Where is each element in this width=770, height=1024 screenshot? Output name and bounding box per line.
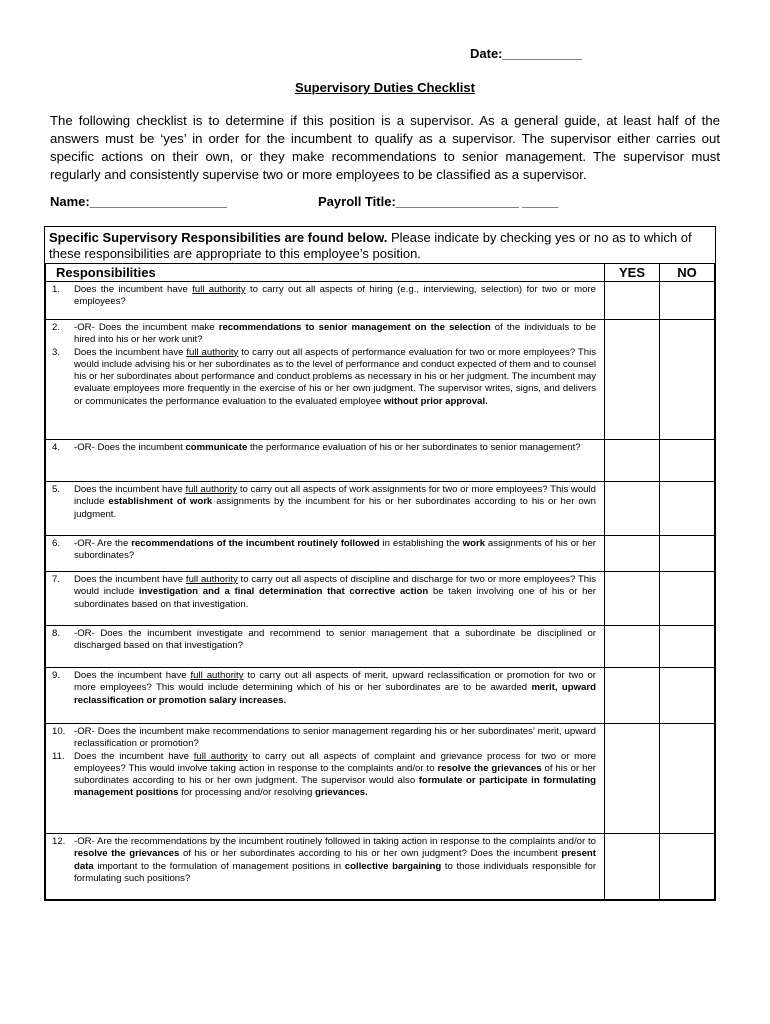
item-text (74, 347, 596, 408)
table-header-row (46, 264, 715, 282)
item-text-segment: resolve the grievances (437, 762, 542, 774)
responsibilities-box (44, 226, 716, 901)
item-text-segment: -OR- Does the incumbent make recommendations to senior management regarding his or her subordinates’ merit, upward reclassification or promotion? (74, 726, 596, 750)
box-heading-text: Please indicate by checking yes or no as to which of these responsibilities are appropriate to this employee’s position. (49, 230, 692, 261)
item-number: 8. (52, 628, 61, 639)
item-text-segment: Does the incumbent have (74, 670, 191, 681)
responsibility-cell (46, 572, 605, 626)
table-row (46, 282, 715, 320)
col-no: NO (660, 264, 715, 282)
list-item (52, 322, 596, 347)
list-item (52, 836, 596, 885)
responsibility-cell (46, 668, 605, 724)
item-text-segment: of his or her subordinates according to his or her own judgment. The supervisor would also (74, 762, 596, 787)
item-text-segment: important to the formulation of management positions in (93, 860, 345, 872)
item-text-segment: grievances. (315, 787, 368, 799)
item-text-segment: formulate or participate in formulating management positions (74, 775, 596, 799)
item-number: 10. (52, 726, 66, 737)
yes-checkbox-cell[interactable] (605, 724, 660, 834)
item-number: 2. (52, 322, 61, 333)
item-text-segment: full authority (186, 346, 239, 358)
yes-checkbox-cell[interactable] (605, 320, 660, 440)
item-number: 12. (52, 836, 66, 847)
item-text (74, 726, 596, 751)
item-text-segment: Does the incumbent have (74, 346, 187, 358)
item-text-segment: without prior approval. (383, 395, 488, 407)
table-row (46, 572, 715, 626)
item-text-segment: be taken involving one of his or her subordinates based on that investigation. (74, 586, 596, 610)
item-text-segment: to carry out all aspects of work assignments for two or more employees? This would include (74, 484, 596, 508)
item-text-segment: full authority (185, 574, 238, 585)
item-text-segment: resolve the grievances (74, 848, 180, 860)
table-body (46, 282, 715, 900)
responsibility-cell (46, 724, 605, 834)
col-responsibilities: Responsibilities (46, 264, 605, 282)
table-row (46, 626, 715, 668)
table-row (46, 440, 715, 482)
item-text-segment: recommendations of the incumbent routinely followed (131, 538, 380, 549)
item-number: 11. (52, 750, 65, 762)
item-text (74, 284, 596, 309)
responsibility-cell (46, 626, 605, 668)
no-checkbox-cell[interactable] (660, 282, 715, 320)
item-text-segment: full authority (192, 284, 246, 295)
responsibilities-table (45, 263, 715, 900)
item-text-segment: merit, upward reclassification or promotion salary increases. (74, 682, 596, 706)
item-text-segment: recommendations to senior management on the selection (218, 322, 491, 333)
item-text (74, 574, 596, 611)
item-text-segment: to those individuals responsible for formulating such positions? (74, 860, 597, 884)
item-text-segment: for processing and/or resolving (178, 787, 315, 799)
item-text-segment: to carry out all aspects of performance evaluation for two or more employees? This would include advising his or her subordinates as to the level of performance and conduct expected of them and to counsel his or her subordinates about performance and conduct problems as necessary in his or her judgment. The incumbent may evaluate employees more frequently in the exercise of his or her own judgment. The supervisor writes, signs, and delivers or communicates the performance evaluation to the evaluated employee (74, 346, 596, 407)
item-text-segment: to carry out all aspects of merit, upward reclassification or promotion for two or more employees? This would include determining which of his or her subordinates are to be awarded (74, 670, 597, 694)
yes-checkbox-cell[interactable] (605, 282, 660, 320)
item-text-segment: assignments by the incumbent for his or her subordinates according to his or her own judgment. (74, 496, 596, 520)
item-text-segment: work (462, 538, 486, 549)
item-text-segment: Does the incumbent have (74, 284, 193, 295)
item-text-segment: -OR- Does the incumbent (74, 442, 186, 453)
table-row (46, 536, 715, 572)
no-checkbox-cell[interactable] (660, 668, 715, 724)
yes-checkbox-cell[interactable] (605, 482, 660, 536)
box-heading (45, 227, 715, 262)
table-row (46, 482, 715, 536)
item-text-segment: of his or her subordinates according to his or her own judgment? Does the incumbent (179, 848, 562, 860)
item-text-segment: investigation and a final determination that corrective action (138, 586, 429, 598)
responsibility-cell (46, 482, 605, 536)
list-item (52, 347, 596, 408)
no-checkbox-cell[interactable] (660, 626, 715, 668)
yes-checkbox-cell[interactable] (605, 626, 660, 668)
item-text-segment: collective bargaining (344, 860, 442, 872)
item-text-segment: -OR- Are the recommendations by the incumbent routinely followed in taking action in response to the complaints and/or to (74, 836, 596, 847)
page-title: Supervisory Duties Checklist (295, 80, 475, 95)
item-text-segment: assignments of his or her subordinates? (74, 538, 596, 562)
list-item (52, 574, 596, 611)
table-row (46, 320, 715, 440)
item-text-segment: present data (74, 848, 596, 872)
item-text-segment: communicate (185, 442, 248, 453)
no-checkbox-cell[interactable] (660, 320, 715, 440)
list-item (52, 442, 596, 454)
item-text-segment: to carry out all aspects of discipline and discharge for two or more employees? This would include (74, 574, 597, 598)
yes-checkbox-cell[interactable] (605, 668, 660, 724)
table-row (46, 724, 715, 834)
no-checkbox-cell[interactable] (660, 724, 715, 834)
item-text (74, 484, 596, 521)
list-item (52, 484, 596, 521)
item-text-segment: full authority (193, 750, 248, 762)
item-text-segment: full authority (185, 484, 238, 495)
item-text (74, 836, 596, 885)
item-text-segment: -OR- Does the incumbent make (74, 322, 219, 333)
responsibility-cell (46, 440, 605, 482)
item-number: 5. (52, 484, 61, 495)
item-text-segment: the performance evaluation of his or her subordinates to senior management? (247, 442, 581, 453)
no-checkbox-cell[interactable] (660, 482, 715, 536)
list-item (52, 538, 596, 563)
responsibility-cell (46, 834, 605, 900)
responsibility-cell (46, 282, 605, 320)
item-text-segment: establishment of work (108, 496, 213, 508)
list-item (52, 751, 596, 800)
item-text (74, 538, 596, 563)
yes-checkbox-cell[interactable] (605, 440, 660, 482)
item-number: 6. (52, 538, 61, 549)
item-text-segment: of the individuals to be hired into his or her work unit? (74, 322, 596, 346)
responsibility-cell (46, 536, 605, 572)
item-text-segment: Does the incumbent have (74, 574, 186, 585)
item-number: 1. (52, 284, 61, 295)
name-field[interactable]: Name:___________________ (50, 194, 228, 209)
intro-paragraph: The following checklist is to determine if this position is a supervisor. As a general guide, at least half of the answers must be ‘yes’ in order for the incumbent to qualify as a supervisor. The supervisor either carries out specific actions on their own, or they make recommendations to senior management. The supervisor must regularly and consistently supervise two or more employees to be classified as a supervisor. (50, 113, 720, 182)
item-text-segment: Does the incumbent have (74, 750, 194, 762)
col-yes: YES (605, 264, 660, 282)
list-item (52, 726, 596, 751)
box-heading-bold: Specific Supervisory Responsibilities are found below. (49, 230, 388, 245)
no-checkbox-cell[interactable] (660, 834, 715, 900)
payroll-title-field[interactable]: Payroll Title:_________________ _____ (318, 194, 559, 209)
item-text-segment: in establishing the (379, 538, 463, 549)
item-text (74, 670, 596, 707)
item-number: 9. (52, 670, 61, 681)
no-checkbox-cell[interactable] (660, 440, 715, 482)
yes-checkbox-cell[interactable] (605, 834, 660, 900)
yes-checkbox-cell[interactable] (605, 572, 660, 626)
item-text-segment: to carry out all aspects of hiring (e.g., interviewing, selection) for two or more employees? (74, 284, 596, 308)
list-item (52, 670, 596, 707)
item-text-segment: full authority (190, 670, 244, 681)
item-text (74, 751, 596, 800)
list-item (52, 628, 596, 653)
date-field[interactable]: Date:___________ (470, 46, 583, 61)
table-row (46, 834, 715, 900)
responsibility-cell (46, 320, 605, 440)
item-text-segment: -OR- Does the incumbent investigate and recommend to senior management that a subordinate be disciplined or discharged based on that investigation? (74, 628, 596, 652)
item-text (74, 322, 596, 347)
item-text-segment: -OR- Are the (74, 538, 132, 549)
table-row (46, 668, 715, 724)
item-text-segment: Does the incumbent have (74, 484, 186, 495)
item-number: 3. (52, 346, 61, 358)
item-text (74, 628, 596, 653)
item-text-segment: to carry out all aspects of complaint and grievance process for two or more employees? This would involve taking action in response to the complaints and/or to (74, 750, 597, 774)
item-number: 4. (52, 442, 61, 453)
yes-checkbox-cell[interactable] (605, 536, 660, 572)
no-checkbox-cell[interactable] (660, 572, 715, 626)
no-checkbox-cell[interactable] (660, 536, 715, 572)
item-text (74, 442, 596, 454)
item-number: 7. (52, 574, 61, 585)
list-item (52, 284, 596, 309)
